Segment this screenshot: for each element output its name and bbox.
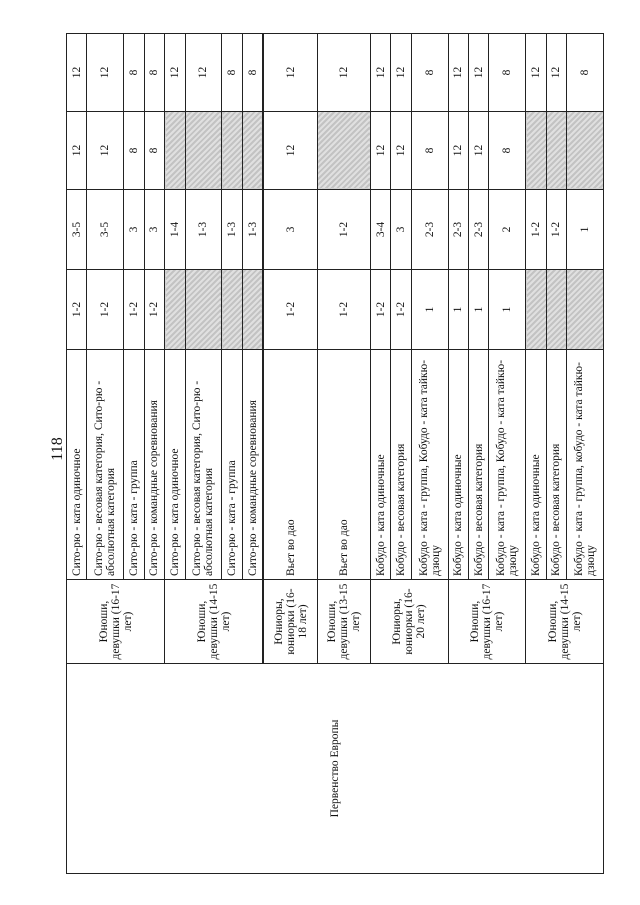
value-cell: 8 [144, 112, 164, 190]
discipline-cell: Кобудо - ката одиночные [526, 350, 546, 580]
rotated-table-container [66, 34, 604, 874]
page-number: 118 [49, 437, 66, 461]
value-cell: 3-5 [67, 190, 87, 270]
value-cell: 1-4 [165, 190, 185, 270]
value-cell: 1-2 [370, 270, 390, 350]
value-cell: 12 [185, 34, 222, 112]
age-group-cell: Юноши, девушки (16-17 лет) [448, 580, 526, 664]
discipline-cell: Кобудо - ката - группа, кобудо - ката тайкю-дзюцу [567, 350, 604, 580]
value-cell: 1 [468, 270, 488, 350]
value-cell: 8 [489, 34, 526, 112]
shaded-empty-cell [567, 270, 604, 350]
value-cell: 1 [411, 270, 448, 350]
discipline-cell: Сито-рю - ката - группа [124, 350, 144, 580]
value-cell: 1-2 [546, 190, 566, 270]
discipline-cell: Сито-рю - ката одиночное [67, 350, 87, 580]
value-cell: 1-2 [526, 190, 546, 270]
discipline-cell: Кобудо - весовая категория [546, 350, 566, 580]
value-cell: 12 [263, 34, 317, 112]
age-group-cell: Юноши, девушки (14-15 лет) [526, 580, 604, 664]
shaded-empty-cell [222, 112, 242, 190]
value-cell: 3 [124, 190, 144, 270]
value-cell: 12 [317, 34, 370, 112]
discipline-cell: Вьет во дао [263, 350, 317, 580]
value-cell: 8 [411, 112, 448, 190]
age-group-cell: Юниоры, юниорки (16-18 лет) [263, 580, 317, 664]
shaded-empty-cell [546, 270, 566, 350]
discipline-cell: Кобудо - весовая категория [391, 350, 411, 580]
value-cell: 1-2 [67, 270, 87, 350]
value-cell: 3-4 [370, 190, 390, 270]
value-cell: 12 [391, 112, 411, 190]
value-cell: 12 [87, 112, 124, 190]
value-cell: 2-3 [448, 190, 468, 270]
discipline-cell: Сито-рю - весовая категория, Сито-рю - абсолютная категория [185, 350, 222, 580]
value-cell: 12 [448, 112, 468, 190]
discipline-cell: Кобудо - ката одиночные [448, 350, 468, 580]
shaded-empty-cell [165, 112, 185, 190]
value-cell: 1 [448, 270, 468, 350]
value-cell: 1-2 [144, 270, 164, 350]
value-cell: 3 [144, 190, 164, 270]
value-cell: 12 [67, 34, 87, 112]
shaded-empty-cell [222, 270, 242, 350]
value-cell: 12 [468, 34, 488, 112]
shaded-empty-cell [185, 270, 222, 350]
discipline-cell: Сито-рю - ката одиночное [165, 350, 185, 580]
value-cell: 3-5 [87, 190, 124, 270]
discipline-cell: Кобудо - ката - группа, Кобудо - ката тайкю-дзюцу [489, 350, 526, 580]
value-cell: 1-2 [87, 270, 124, 350]
value-cell: 2 [489, 190, 526, 270]
value-cell: 8 [124, 112, 144, 190]
age-group-cell: Юноши, девушки (13-15 лет) [317, 580, 370, 664]
shaded-empty-cell [165, 270, 185, 350]
shaded-empty-cell [526, 270, 546, 350]
age-group-cell: Юноши, девушки (14-15 лет) [165, 580, 264, 664]
table-row [67, 34, 87, 874]
age-group-cell: Юноши, девушки (16-17 лет) [67, 580, 165, 664]
discipline-cell: Кобудо - ката одиночные [370, 350, 390, 580]
value-cell: 12 [448, 34, 468, 112]
shaded-empty-cell [526, 112, 546, 190]
competition-table [66, 33, 604, 874]
discipline-cell: Кобудо - ката - группа, Кобудо - ката тайкю-дзюцу [411, 350, 448, 580]
value-cell: 12 [468, 112, 488, 190]
shaded-empty-cell [242, 112, 263, 190]
value-cell: 1 [489, 270, 526, 350]
shaded-empty-cell [567, 112, 604, 190]
value-cell: 12 [370, 112, 390, 190]
value-cell: 1 [567, 190, 604, 270]
value-cell: 3 [391, 190, 411, 270]
value-cell: 1-3 [185, 190, 222, 270]
value-cell: 2-3 [468, 190, 488, 270]
value-cell: 12 [67, 112, 87, 190]
age-group-cell: Юниоры, юниорки (16-20 лет) [370, 580, 448, 664]
value-cell: 12 [391, 34, 411, 112]
value-cell: 1-2 [391, 270, 411, 350]
value-cell: 12 [263, 112, 317, 190]
value-cell: 8 [411, 34, 448, 112]
shaded-empty-cell [242, 270, 263, 350]
value-cell: 8 [124, 34, 144, 112]
value-cell: 2-3 [411, 190, 448, 270]
value-cell: 12 [526, 34, 546, 112]
event-name-cell: Первенство Европы [67, 664, 604, 874]
value-cell: 1-2 [317, 190, 370, 270]
shaded-empty-cell [185, 112, 222, 190]
discipline-cell: Вьет во дао [317, 350, 370, 580]
value-cell: 12 [370, 34, 390, 112]
value-cell: 1-2 [263, 270, 317, 350]
value-cell: 3 [263, 190, 317, 270]
value-cell: 12 [546, 34, 566, 112]
value-cell: 8 [144, 34, 164, 112]
value-cell: 8 [489, 112, 526, 190]
value-cell: 1-2 [124, 270, 144, 350]
value-cell: 12 [165, 34, 185, 112]
value-cell: 1-3 [222, 190, 242, 270]
discipline-cell: Сито-рю - весовая категория, Сито-рю - абсолютная категория [87, 350, 124, 580]
discipline-cell: Сито-рю - командные соревнования [144, 350, 164, 580]
value-cell: 1-2 [317, 270, 370, 350]
value-cell: 1-3 [242, 190, 263, 270]
discipline-cell: Сито-рю - ката - группа [222, 350, 242, 580]
discipline-cell: Кобудо - весовая категория [468, 350, 488, 580]
discipline-cell: Сито-рю - командные соревнования [242, 350, 263, 580]
value-cell: 12 [87, 34, 124, 112]
value-cell: 8 [222, 34, 242, 112]
value-cell: 8 [567, 34, 604, 112]
shaded-empty-cell [317, 112, 370, 190]
value-cell: 8 [242, 34, 263, 112]
shaded-empty-cell [546, 112, 566, 190]
